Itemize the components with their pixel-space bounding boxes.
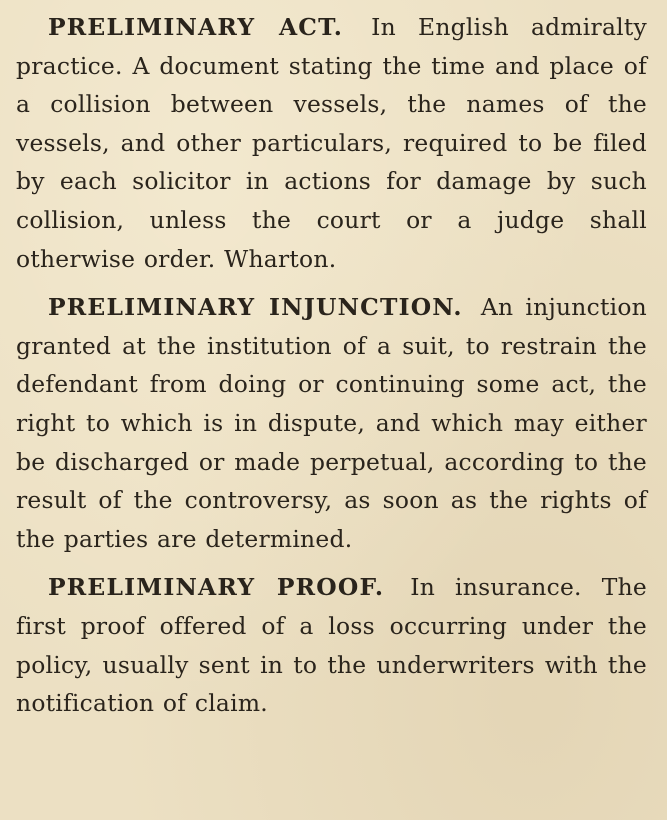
entry-headword: PRELIMINARY ACT. [48, 13, 344, 41]
entry-definition: In English admiralty practice. A document stating the time and place of a collision between vessels, the names of the vessels, and other particulars, required to be filed by each solicitor in actions for damage by such collision, unless the court or a judge shall otherwise order. Wharton. [16, 13, 648, 273]
entry-preliminary-proof [16, 568, 647, 722]
entry-preliminary-act [16, 8, 647, 278]
entry-definition: In insurance. The first proof offered of a loss occurring under the policy, usually sent in to the underwriters with the notification of claim. [16, 573, 647, 718]
entry-preliminary-injunction [16, 288, 647, 558]
entry-headword: PRELIMINARY INJUNCTION. [48, 293, 463, 322]
entry-headword: PRELIMINARY PROOF. [48, 573, 385, 602]
entry-definition: An injunction granted at the institution of a suit, to restrain the defendant from doing or continuing some act, the right to which is in dispute, and which may either be discharged or made perpetual, according to the result of the controversy, as soon as the rights of the parties are determined. [16, 293, 647, 553]
